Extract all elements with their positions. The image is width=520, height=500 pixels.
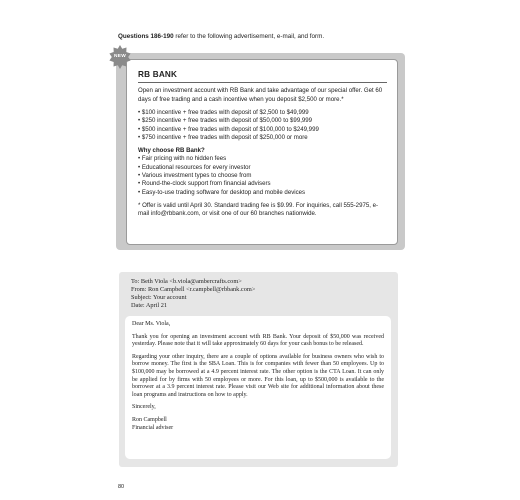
incentive-item: • $750 incentive + free trades with deposit of $250,000 or more [138,134,387,142]
email-closing: Sincerely, [132,404,156,411]
email-subject: Subject: Your account [131,293,187,301]
email-header [131,278,391,310]
page-number: 80 [118,484,125,490]
email [119,272,398,467]
reason-item: • Easy-to-use trading software for desktop and mobile devices [138,189,387,197]
incentive-list [138,109,387,142]
incentive-item: • $500 incentive + free trades with deposit of $100,000 to $249,999 [138,126,387,134]
advertisement [108,45,405,250]
advertisement-title: RB BANK [138,70,178,79]
reason-item: • Educational resources for every investor [138,164,387,172]
new-badge-icon [108,45,132,69]
email-signer-name: Ron Campbell [132,416,167,423]
email-paragraph: Regarding your other inquiry, there are a couple of options available for business owners who wish to borrow money. The first is the SBA Loan. This is for companies with fewer than 50 employees. Up to $100,000 may be borrowed at a 4.9 percent interest rate. The other option is the CTA Loan. It can only be applied for by firms with 50 employees or more. For this loan, up to $500,000 is available to the borrower at a 3.9 percent interest rate. Please visit our Web site for additional information about these loan programs and instructions on how to apply. [132,353,384,398]
questions-range: Questions 186-190 [118,33,174,40]
reason-item: • Various investment types to choose from [138,172,387,180]
questions-intro [118,33,498,41]
questions-description: refer to the following advertisement, e-mail, and form. [173,33,325,40]
email-date: Date: April 21 [131,301,168,309]
advertisement-card [126,59,398,245]
reason-item: • Round-the-clock support from financial advisers [138,180,387,188]
email-from: From: Ron Campbell <r.campbell@rbbank.com> [131,285,256,293]
offer-footnote: * Offer is valid until April 30. Standard trading fee is $9.99. For inquiries, call 555-2975, e-mail info@rbbank.com, or visit one of our 60 branches nationwide. [138,201,379,218]
email-greeting: Dear Ms. Viola, [132,321,171,327]
email-to: To: Beth Viola <b.viola@ambercrafts.com> [131,278,242,285]
reasons-list [138,155,387,196]
email-paragraph: Thank you for opening an investment account with RB Bank. Your deposit of $50,000 was received yesterday. Please note that it will take approximately 60 days for your cash bonus to be released. [132,333,384,348]
new-badge-text: NEW [113,54,127,59]
incentive-item: • $100 incentive + free trades with deposit of $2,500 to $49,999 [138,109,387,117]
why-choose-heading: Why choose RB Bank? [138,147,205,155]
incentive-item: • $250 incentive + free trades with deposit of $50,000 to $99,999 [138,117,387,125]
email-signer-title: Financial adviser [132,424,174,431]
email-body [125,316,391,459]
title-underline [138,82,387,83]
reason-item: • Fair pricing with no hidden fees [138,155,387,163]
offer-description: Open an investment account with RB Bank and take advantage of our special offer. Get 60 days of free trading and a cash incentive when you deposit $2,500 or more.* [138,87,383,103]
